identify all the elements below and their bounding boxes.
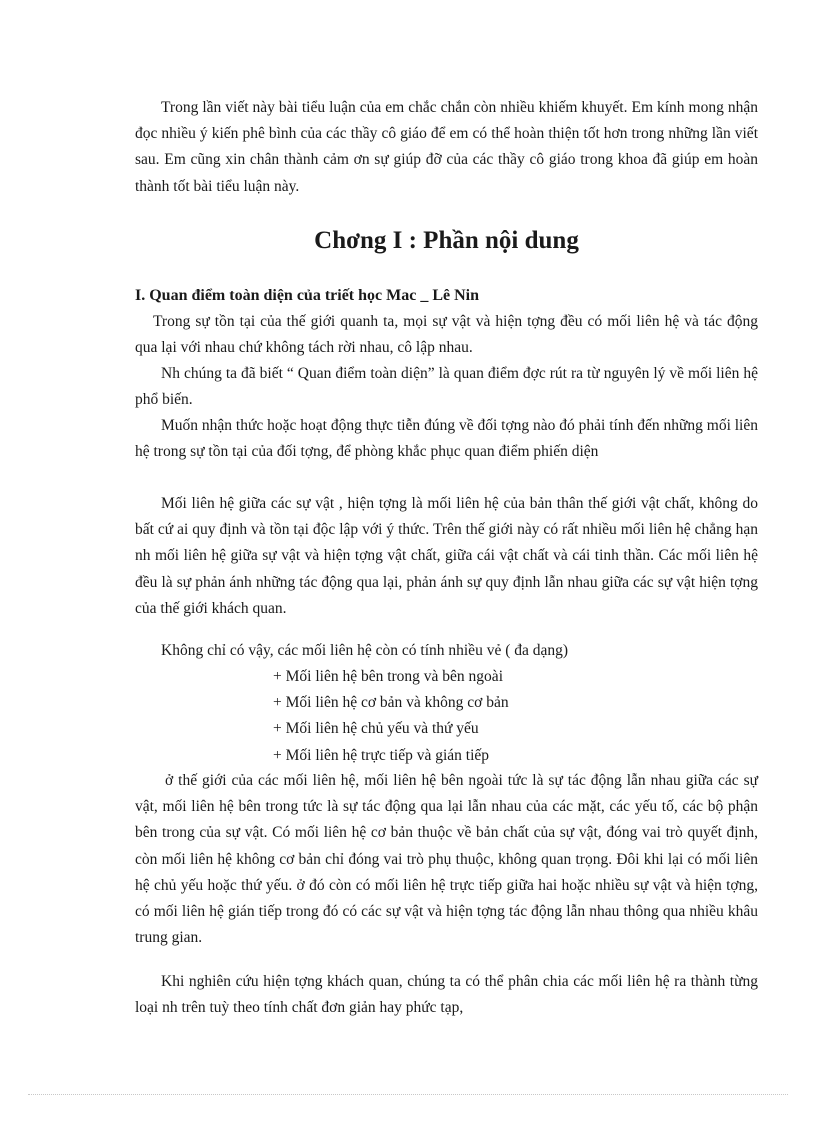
- list-item: + Mối liên hệ cơ bản và không cơ bản: [273, 694, 509, 712]
- body-paragraph: Mối liên hệ giữa các sự vật , hiện tợng là mối liên hệ của bản thân thế giới vật chất, không do bất cứ ai quy định và tồn tại độc lập với ý thức. Trên thế giới này có rất nhiều mối liên hệ chẳng hạn nh mối liên hệ giữa sự vật và hiện tợng vật chất, giữa cái vật chất và cái tinh thần. Các mối liên hệ đều là sự phản ánh những tác động qua lại, phản ánh sự quy định lẫn nhau giữa các sự vật hiện tợng của thế giới khách quan.: [135, 495, 758, 617]
- body-paragraph: Khi nghiên cứu hiện tợng khách quan, chúng ta có thể phân chia các mối liên hệ ra thành từng loại nh trên tuỳ theo tính chất đơn giản hay phức tạp,: [135, 973, 758, 1017]
- list-item: + Mối liên hệ bên trong và bên ngoài: [273, 668, 503, 685]
- page-footer-divider: [28, 1094, 788, 1095]
- body-paragraph: ở thế giới của các mối liên hệ, mối liên hệ bên ngoài tức là sự tác động lẫn nhau giữa các sự vật, mối liên hệ bên trong tức là sự tác động qua lại lẫn nhau của các mặt, các yếu tố, các bộ phận bên trong của sự vật. Có mối liên hệ cơ bản thuộc về bản chất của sự vật, đóng vai trò quyết định, còn mối liên hệ không cơ bản chỉ đóng vai trò phụ thuộc, không quan trọng. Đôi khi lại có mối liên hệ chủ yếu hoặc thứ yếu. ở đó còn có mối liên hệ trực tiếp giữa hai hoặc nhiều sự vật và hiện tợng, có mối liên hệ gián tiếp trong đó có các sự vật và hiện tợng tác động lẫn nhau thông qua nhiều khâu trung gian.: [135, 772, 758, 947]
- chapter-title: Chơng I : Phần nội dung: [314, 227, 579, 254]
- body-paragraph: Nh chúng ta đã biết “ Quan điểm toàn diện” là quan điểm đợc rút ra từ nguyên lý về mối liên hệ phổ biến.: [135, 365, 758, 409]
- intro-paragraph: Trong lần viết này bài tiểu luận của em chắc chắn còn nhiều khiếm khuyết. Em kính mong nhận đọc nhiều ý kiến phê bình của các thầy cô giáo để em có thể hoàn thiện tốt hơn trong những lần viết sau. Em cũng xin chân thành cảm ơn sự giúp đỡ của các thầy cô giáo trong khoa đã giúp em hoàn thành tốt bài tiểu luận này.: [135, 99, 758, 195]
- section-heading: I. Quan điểm toàn diện của triết học Mac _ Lê Nin: [135, 287, 479, 304]
- body-paragraph: Trong sự tồn tại của thế giới quanh ta, mọi sự vật và hiện tợng đều có mối liên hệ và tác động qua lại với nhau chứ không tách rời nhau, cô lập nhau.: [135, 313, 758, 357]
- body-paragraph: Không chỉ có vậy, các mối liên hệ còn có tính nhiều vẻ ( đa dạng): [161, 642, 569, 659]
- list-item: + Mối liên hệ chủ yếu và thứ yếu: [273, 720, 479, 738]
- body-paragraph: Muốn nhận thức hoặc hoạt động thực tiễn đúng về đối tợng nào đó phải tính đến những mối liên hệ trong sự tồn tại của đối tợng, để phòng khắc phục quan điểm phiến diện: [135, 417, 758, 461]
- list-item: + Mối liên hệ trực tiếp và gián tiếp: [273, 746, 490, 764]
- relation-list: [273, 664, 509, 769]
